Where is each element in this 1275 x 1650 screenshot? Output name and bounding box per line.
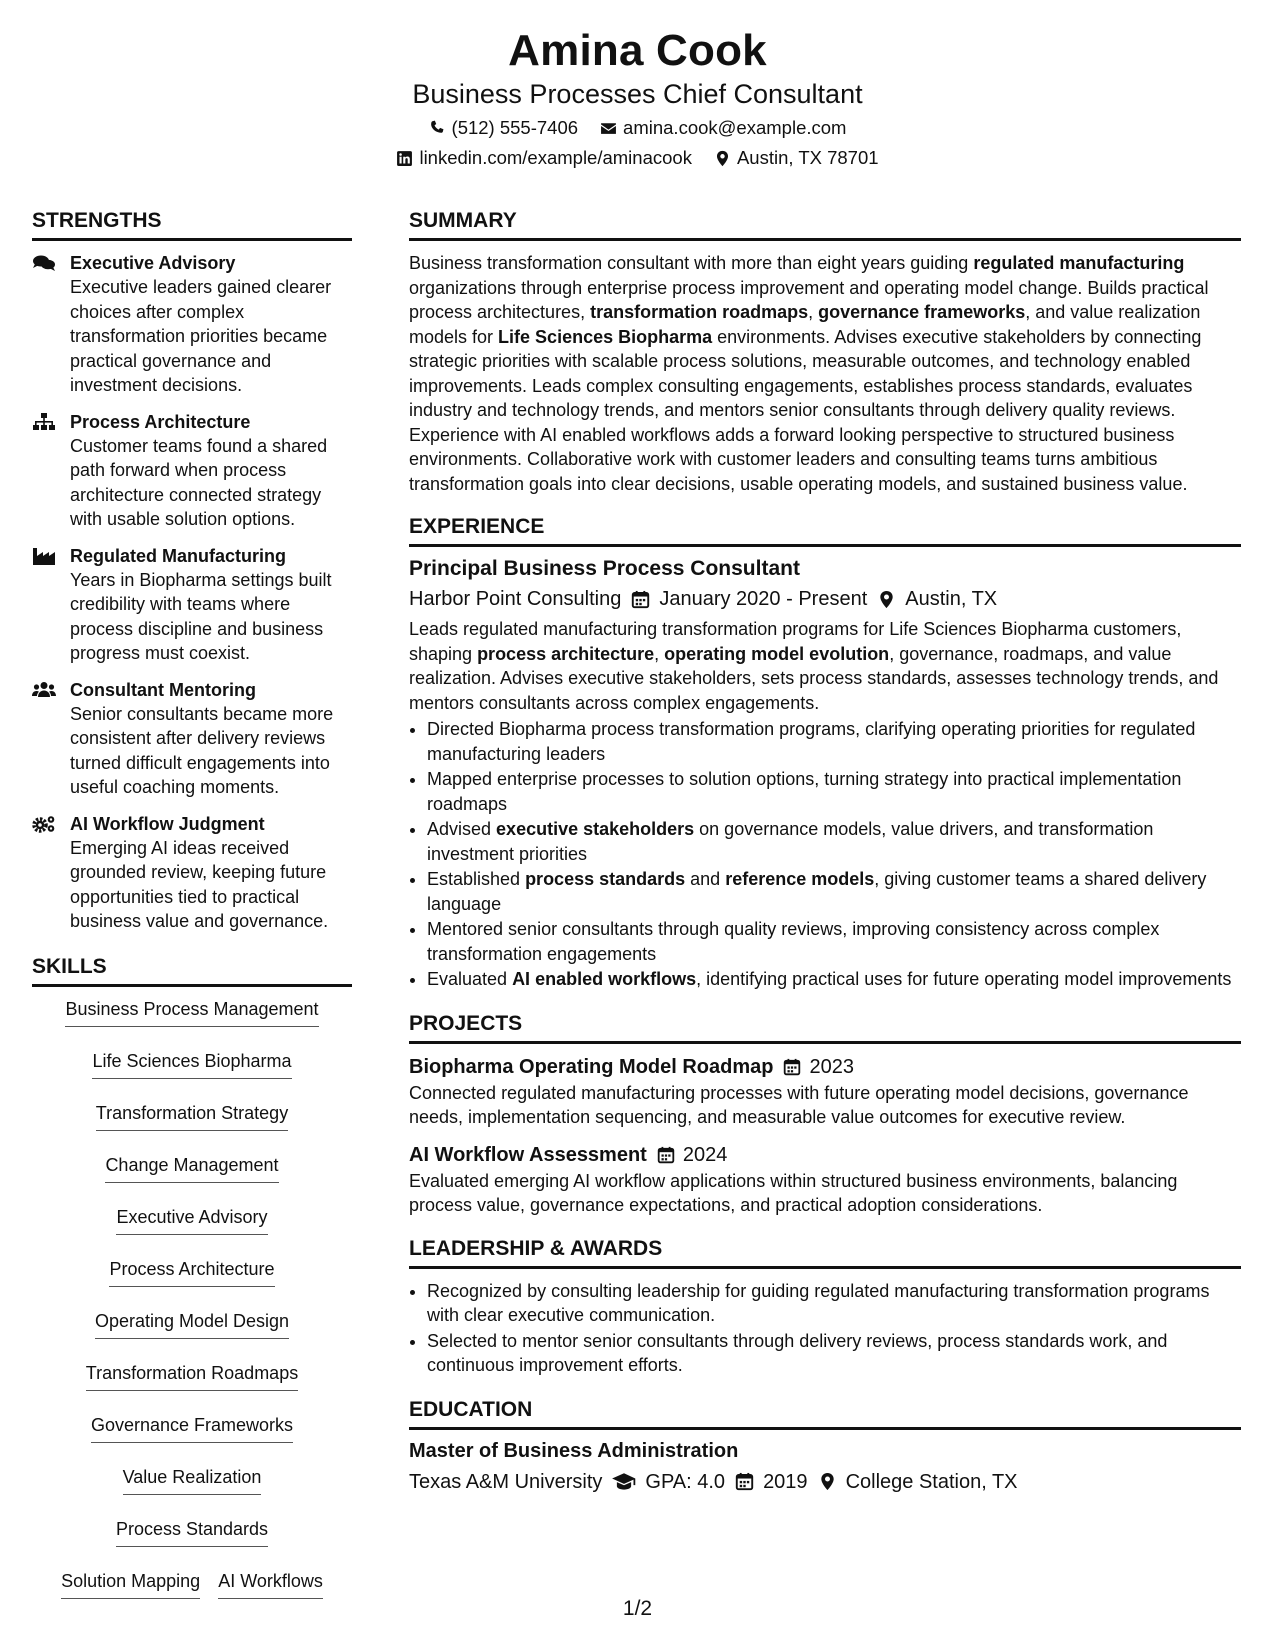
calendar-icon bbox=[735, 1472, 754, 1491]
sitemap-icon bbox=[32, 413, 56, 431]
job-title: Principal Business Process Consultant bbox=[409, 557, 800, 580]
strength-title: Executive Advisory bbox=[70, 253, 236, 273]
project-title: Biopharma Operating Model Roadmap 2023 bbox=[409, 1054, 1241, 1081]
contact-email[interactable] bbox=[600, 116, 846, 140]
resume-header bbox=[0, 0, 1275, 170]
experience-heading: EXPERIENCE bbox=[409, 514, 1241, 547]
strength-item bbox=[32, 544, 352, 666]
project-title: AI Workflow Assessment 2024 bbox=[409, 1142, 1241, 1169]
location-text: Austin, TX 78701 bbox=[736, 147, 879, 168]
strength-item bbox=[32, 678, 352, 800]
candidate-name: Amina Cook bbox=[508, 26, 767, 75]
contact-linkedin[interactable] bbox=[396, 146, 692, 170]
skill-tag: Governance Frameworks bbox=[91, 1413, 293, 1443]
skill-tag: Transformation Strategy bbox=[96, 1101, 288, 1131]
skill-tag: Business Process Management bbox=[65, 997, 318, 1027]
strength-title: Regulated Manufacturing bbox=[70, 545, 287, 566]
skill-tag: Operating Model Design bbox=[95, 1309, 289, 1339]
leadership-bullet: • Recognized by consulting leadership for guiding regulated manufacturing transformation programs with clear executive communication. bbox=[427, 1279, 1241, 1328]
strength-item bbox=[32, 251, 352, 398]
calendar-icon bbox=[783, 1058, 801, 1076]
leadership-bullets bbox=[409, 1279, 1241, 1378]
skill-tag: Transformation Roadmaps bbox=[86, 1361, 298, 1391]
projects-heading: PROJECTS bbox=[409, 1011, 1241, 1044]
degree-title: Master of Business Administration bbox=[409, 1439, 739, 1462]
strength-title: Process Architecture bbox=[70, 411, 251, 432]
strength-title: AI Workflow Judgment bbox=[70, 813, 265, 834]
skills-heading: SKILLS bbox=[32, 954, 352, 987]
skill-tag: Change Management bbox=[105, 1153, 278, 1183]
graduation-cap-icon bbox=[612, 1472, 636, 1491]
skill-tag: Process Standards bbox=[116, 1517, 268, 1547]
leadership-bullet: • Selected to mentor senior consultants through delivery reviews, process standards work, and continuous improvement efforts. bbox=[427, 1329, 1241, 1378]
education-location: College Station, TX bbox=[845, 1470, 1018, 1493]
contact-location bbox=[714, 146, 879, 170]
cogs-icon bbox=[32, 815, 56, 833]
education-heading: EDUCATION bbox=[409, 1397, 1241, 1430]
job-bullets bbox=[409, 717, 1241, 992]
strength-desc: Emerging AI ideas received grounded review, keeping future opportunities tied to practical business value and governance. bbox=[70, 837, 329, 931]
skill-tag: AI Workflows bbox=[218, 1569, 323, 1599]
skill-tag: Value Realization bbox=[123, 1465, 262, 1495]
strength-item bbox=[32, 410, 352, 532]
linkedin-url[interactable]: linkedin.com/example/aminacook bbox=[419, 147, 692, 168]
strength-desc: Executive leaders gained clearer choices after complex transformation priorities became practical governance and investment decisions. bbox=[70, 277, 332, 395]
skill-tag: Solution Mapping bbox=[61, 1569, 200, 1599]
calendar-icon bbox=[631, 590, 650, 609]
job-meta bbox=[409, 585, 1241, 613]
contact-phone bbox=[429, 116, 579, 140]
school-name: Texas A&M University bbox=[409, 1470, 603, 1493]
contact-row-2 bbox=[0, 146, 1275, 170]
job-intro: Leads regulated manufacturing transformation programs for Life Sciences Biopharma customers, shaping process architecture, operating model evolution, governance, roadmaps, and value realization. Advises executive stakeholders, sets process standards, assesses technology trends, and mentors consultants across complex engagements. bbox=[409, 619, 1219, 713]
summary-text: Business transformation consultant with more than eight years guiding regulated manufacturing organizations through enterprise process improvement and operating model change. Builds practical process architectures, transformation roadmaps, governance frameworks, and value realization models for Life Sciences Biopharma environments. Advises executive stakeholders by connecting strategic priorities with scalable process solutions, measurable outcomes, and technology enabled improvements. Leads complex consulting engagements, establishes process standards, evaluates industry and technology trends, and mentors senior consultants through delivery quality reviews. Experience with AI enabled workflows adds a forward looking perspective to structured business environments. Collaborative work with customer leaders and consulting teams turns ambitious transformation goals into clear decisions, usable operating models, and sustained business value. bbox=[409, 253, 1209, 494]
phone-icon bbox=[429, 120, 446, 137]
education-year: 2019 bbox=[763, 1470, 808, 1493]
strengths-heading: STRENGTHS bbox=[32, 208, 352, 241]
left-column bbox=[32, 208, 352, 1599]
users-icon bbox=[32, 681, 56, 699]
gpa-text: GPA: 4.0 bbox=[645, 1470, 726, 1493]
skill-tag: Executive Advisory bbox=[116, 1205, 267, 1235]
leadership-heading: LEADERSHIP & AWARDS bbox=[409, 1236, 1241, 1269]
job-bullet: • Advised executive stakeholders on governance models, value drivers, and transformation investment priorities bbox=[427, 817, 1241, 866]
email-address[interactable]: amina.cook@example.com bbox=[623, 117, 847, 138]
project-desc: Connected regulated manufacturing processes with future operating model decisions, governance needs, implementation sequencing, and measurable value outcomes for executive review. bbox=[409, 1082, 1189, 1127]
comments-icon bbox=[32, 254, 56, 272]
skills-list bbox=[32, 997, 352, 1599]
map-marker-icon bbox=[818, 1472, 837, 1491]
map-marker-icon bbox=[714, 150, 731, 167]
company-name: Harbor Point Consulting bbox=[409, 588, 622, 610]
job-bullet: • Directed Biopharma process transformation programs, clarifying operating priorities for regulated manufacturing leaders bbox=[427, 717, 1241, 766]
job-bullet: • Mapped enterprise processes to solution options, turning strategy into practical implementation roadmaps bbox=[427, 767, 1241, 816]
linkedin-icon bbox=[396, 150, 413, 167]
job-dates: January 2020 - Present bbox=[659, 588, 868, 610]
job-bullet: • Mentored senior consultants through quality reviews, improving consistency across complex transformation engagements bbox=[427, 917, 1241, 966]
job-location: Austin, TX bbox=[905, 588, 998, 610]
project-year: 2023 bbox=[809, 1055, 854, 1078]
industry-icon bbox=[32, 547, 56, 565]
project-year: 2024 bbox=[682, 1143, 728, 1166]
job-bullet: • Established process standards and reference models, giving customer teams a shared delivery language bbox=[427, 867, 1241, 916]
education-meta bbox=[409, 1468, 1241, 1496]
job-bullet: • Evaluated AI enabled workflows, identifying practical uses for future operating model improvements bbox=[427, 967, 1241, 992]
map-marker-icon bbox=[877, 590, 896, 609]
project-desc: Evaluated emerging AI workflow applications within structured business environments, balancing process value, governance expectations, and practical adoption considerations. bbox=[409, 1170, 1178, 1215]
calendar-icon bbox=[657, 1146, 675, 1164]
strength-desc: Customer teams found a shared path forward when process architecture connected strategy with usable solution options. bbox=[70, 435, 328, 529]
skill-tag: Life Sciences Biopharma bbox=[92, 1049, 291, 1079]
phone-number: (512) 555-7406 bbox=[451, 117, 579, 138]
page-number: 1/2 bbox=[622, 1597, 653, 1620]
strength-desc: Years in Biopharma settings built credibility with teams where process discipline and business progress must coexist. bbox=[70, 569, 332, 663]
summary-heading: SUMMARY bbox=[409, 208, 1241, 241]
strength-desc: Senior consultants became more consistent after delivery reviews turned difficult engagements into useful coaching moments. bbox=[70, 703, 334, 797]
strength-title: Consultant Mentoring bbox=[70, 679, 256, 700]
candidate-title: Business Processes Chief Consultant bbox=[412, 79, 863, 109]
contact-row-1 bbox=[0, 116, 1275, 140]
skill-tag: Process Architecture bbox=[109, 1257, 274, 1287]
right-column bbox=[409, 208, 1241, 1500]
strength-item bbox=[32, 812, 352, 934]
envelope-icon bbox=[600, 120, 617, 137]
